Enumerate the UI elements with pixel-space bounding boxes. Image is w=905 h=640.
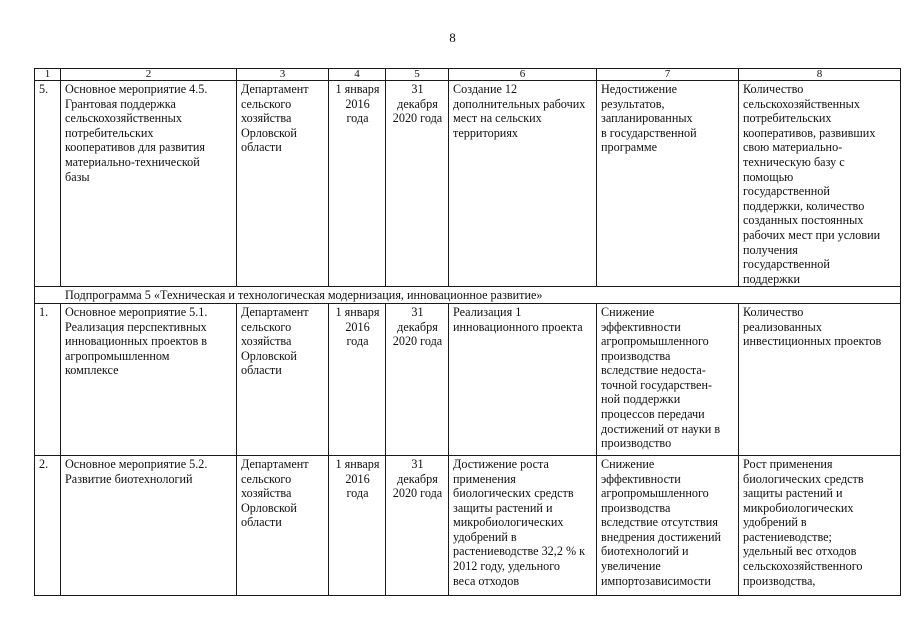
row-number: 1. [35,303,61,455]
table-row [35,303,901,455]
measures-table [34,68,901,596]
subprogram-title: Подпрограмма 5 «Техническая и технологическая модернизация, инновационное развитие» [35,287,901,304]
subprogram-row [35,287,901,304]
page-number: 8 [449,30,456,45]
column-number: 7 [597,69,739,81]
expected-result: Достижение роста применения биологических средств защиты растений и микробиологических удобрений в растениеводстве 32,2 % к 2012 году, удельного веса отходов [449,455,597,595]
end-date: 31 декабря 2020 года [386,303,449,455]
executor: Департамент сельского хозяйства Орловской области [237,81,329,287]
column-number: 2 [61,69,237,81]
column-number: 4 [329,69,386,81]
non-implementation-consequences: Снижение эффективности агропромышленного производства вследствие недоста- точной государствен- ной поддержки процессов передачи достижений от науки в производство [597,303,739,455]
column-number: 5 [386,69,449,81]
linked-indicators: Количество сельскохозяйственных потребительских кооперативов, развивших свою материально- техническую базу с помощью государственной поддержки, количество созданных постоянных рабочих мест при условии получения государственной поддержки [739,81,901,287]
expected-result: Реализация 1 инновационного проекта [449,303,597,455]
executor: Департамент сельского хозяйства Орловской области [237,455,329,595]
start-date: 1 января 2016 года [329,303,386,455]
measure-name: Основное мероприятие 4.5. Грантовая поддержка сельскохозяйственных потребительских кооперативов для развития материально-технической базы [61,81,237,287]
column-number: 1 [35,69,61,81]
end-date: 31 декабря 2020 года [386,81,449,287]
expected-result: Создание 12 дополнительных рабочих мест на сельских территориях [449,81,597,287]
executor: Департамент сельского хозяйства Орловской области [237,303,329,455]
measure-name: Основное мероприятие 5.2. Развитие биотехнологий [61,455,237,595]
column-number: 6 [449,69,597,81]
row-number: 2. [35,455,61,595]
measure-name: Основное мероприятие 5.1. Реализация перспективных инновационных проектов в агропромышленном комплексе [61,303,237,455]
row-number: 5. [35,81,61,287]
table-row [35,455,901,595]
column-number-row [35,69,901,81]
column-number: 8 [739,69,901,81]
linked-indicators: Количество реализованных инвестиционных проектов [739,303,901,455]
non-implementation-consequences: Недостижение результатов, запланированных в государственной программе [597,81,739,287]
start-date: 1 января 2016 года [329,455,386,595]
end-date: 31 декабря 2020 года [386,455,449,595]
table-row [35,81,901,287]
linked-indicators: Рост применения биологических средств защиты растений и микробиологических удобрений в растениеводстве; удельный вес отходов сельскохозяйственного производства, [739,455,901,595]
start-date: 1 января 2016 года [329,81,386,287]
non-implementation-consequences: Снижение эффективности агропромышленного производства вследствие отсутствия внедрения достижений биотехнологий и увеличение импортозависимости [597,455,739,595]
column-number: 3 [237,69,329,81]
